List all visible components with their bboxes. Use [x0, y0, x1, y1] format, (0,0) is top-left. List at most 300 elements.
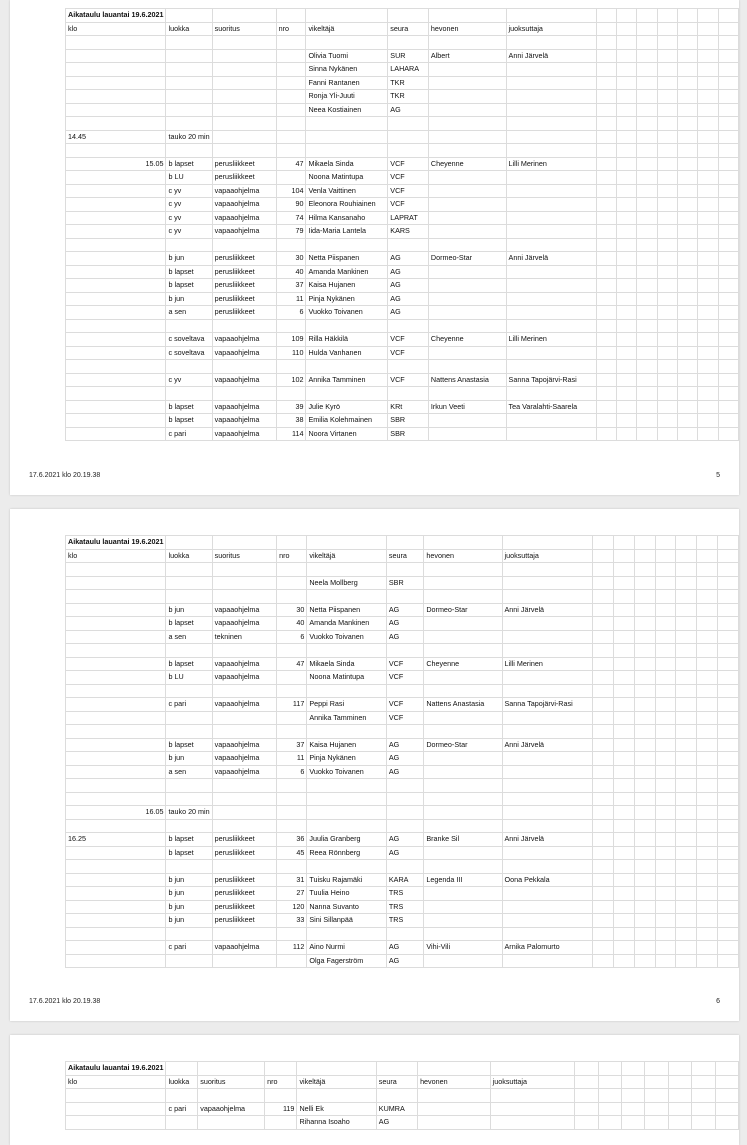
empty-cell — [637, 265, 657, 279]
cell-suoritus: perusliikkeet — [212, 157, 276, 171]
empty-cell — [617, 90, 637, 104]
empty-cell — [676, 684, 697, 698]
table-row — [66, 76, 739, 90]
empty-cell — [657, 319, 677, 333]
cell-luokka — [166, 76, 212, 90]
cell-hevonen — [424, 914, 502, 928]
empty-cell — [718, 211, 738, 225]
empty-cell — [637, 22, 657, 36]
cell-nro — [276, 171, 306, 185]
empty-cell — [388, 238, 429, 252]
cell-klo — [66, 76, 166, 90]
empty-cell — [617, 63, 637, 77]
empty-cell — [668, 1116, 691, 1130]
empty-cell — [676, 671, 697, 685]
cell-suoritus: vapaaohjelma — [212, 198, 276, 212]
cell-juoksuttaja — [506, 292, 596, 306]
empty-cell — [596, 238, 616, 252]
empty-cell — [596, 400, 616, 414]
empty-cell — [718, 333, 738, 347]
empty-cell — [617, 49, 637, 63]
cell-luokka: c yv — [166, 225, 212, 239]
empty-cell — [617, 252, 637, 266]
cell-luokka — [166, 90, 212, 104]
empty-cell — [655, 954, 676, 968]
cell-nro — [276, 90, 306, 104]
empty-cell — [678, 22, 698, 36]
empty-cell — [676, 927, 697, 941]
cell-juoksuttaja — [502, 711, 593, 725]
empty-cell — [212, 819, 276, 833]
empty-cell — [66, 117, 166, 131]
empty-cell — [596, 427, 616, 441]
empty-cell — [166, 927, 212, 941]
empty-cell — [718, 927, 739, 941]
table-row — [66, 914, 739, 928]
empty-cell — [596, 225, 616, 239]
table-row — [66, 752, 739, 766]
empty-cell — [276, 36, 306, 50]
cell-nro: 6 — [277, 630, 307, 644]
empty-cell — [502, 725, 593, 739]
empty-row — [66, 779, 739, 793]
cell-klo — [66, 63, 166, 77]
cell-klo — [66, 711, 166, 725]
schedule-table — [65, 1061, 739, 1130]
cell-seura: AG — [386, 630, 423, 644]
empty-cell — [166, 590, 212, 604]
table-row — [66, 846, 739, 860]
empty-cell — [697, 954, 718, 968]
empty-cell — [593, 833, 614, 847]
cell-vikeltaja: Iida-Maria Lantela — [306, 225, 388, 239]
empty-cell — [614, 941, 635, 955]
empty-cell — [698, 360, 718, 374]
empty-cell — [502, 644, 593, 658]
empty-cell — [596, 346, 616, 360]
table-row — [66, 400, 739, 414]
cell-seura: VCF — [388, 198, 429, 212]
cell-vikeltaja: Emilia Kolehmainen — [306, 414, 388, 428]
empty-cell — [593, 819, 614, 833]
empty-cell — [614, 738, 635, 752]
cell-suoritus: vapaaohjelma — [212, 427, 276, 441]
cell-suoritus — [212, 49, 276, 63]
empty-cell — [718, 387, 738, 401]
empty-cell — [166, 238, 212, 252]
empty-cell — [697, 603, 718, 617]
table-row — [66, 576, 739, 590]
empty-cell — [718, 954, 739, 968]
empty-cell — [593, 684, 614, 698]
cell-nro: 45 — [277, 846, 307, 860]
cell-suoritus — [212, 90, 276, 104]
cell-klo — [66, 252, 166, 266]
cell-juoksuttaja — [506, 414, 596, 428]
cell-luokka — [166, 954, 212, 968]
column-header-juoksuttaja: juoksuttaja — [506, 22, 596, 36]
cell-juoksuttaja — [502, 630, 593, 644]
empty-cell — [637, 400, 657, 414]
empty-cell — [386, 725, 423, 739]
cell-vikeltaja: Sinna Nykänen — [306, 63, 388, 77]
empty-cell — [198, 1089, 265, 1103]
empty-cell — [614, 684, 635, 698]
cell-juoksuttaja — [502, 914, 593, 928]
cell-klo — [66, 914, 166, 928]
empty-cell — [424, 590, 502, 604]
empty-cell — [697, 590, 718, 604]
empty-cell — [698, 427, 718, 441]
empty-cell — [634, 549, 655, 563]
empty-cell — [678, 373, 698, 387]
empty-cell — [657, 306, 677, 320]
cell-klo — [66, 292, 166, 306]
empty-cell — [657, 184, 677, 198]
empty-cell — [634, 617, 655, 631]
empty-cell — [698, 63, 718, 77]
cell-hevonen — [424, 711, 502, 725]
cell-luokka — [166, 711, 212, 725]
empty-cell — [657, 117, 677, 131]
cell-nro — [276, 49, 306, 63]
cell-luokka: b lapset — [166, 157, 212, 171]
empty-cell — [617, 427, 637, 441]
empty-cell — [715, 1089, 738, 1103]
empty-cell — [277, 819, 307, 833]
empty-cell — [657, 157, 677, 171]
empty-cell — [277, 792, 307, 806]
cell-klo — [66, 90, 166, 104]
empty-cell — [657, 76, 677, 90]
cell-nro: 40 — [276, 265, 306, 279]
empty-cell — [614, 536, 635, 550]
empty-cell — [697, 846, 718, 860]
cell-nro: 39 — [276, 400, 306, 414]
empty-cell — [697, 792, 718, 806]
empty-cell — [655, 684, 676, 698]
empty-cell — [637, 346, 657, 360]
empty-cell — [212, 360, 276, 374]
empty-cell — [575, 1116, 598, 1130]
cell-vikeltaja — [307, 806, 387, 820]
cell-suoritus: vapaaohjelma — [212, 738, 276, 752]
cell-hevonen — [428, 198, 506, 212]
empty-cell — [424, 644, 502, 658]
cell-hevonen — [428, 427, 506, 441]
empty-cell — [697, 671, 718, 685]
empty-cell — [614, 576, 635, 590]
empty-cell — [593, 644, 614, 658]
empty-cell — [307, 927, 387, 941]
empty-cell — [614, 630, 635, 644]
empty-cell — [502, 819, 593, 833]
empty-cell — [276, 9, 306, 23]
empty-cell — [637, 76, 657, 90]
empty-cell — [617, 373, 637, 387]
empty-cell — [698, 211, 718, 225]
cell-klo — [66, 333, 166, 347]
cell-vikeltaja: Venla Vaittinen — [306, 184, 388, 198]
empty-cell — [428, 387, 506, 401]
empty-cell — [66, 1089, 166, 1103]
empty-cell — [718, 400, 738, 414]
column-header-vikeltaja: vikeltäjä — [306, 22, 388, 36]
empty-cell — [166, 684, 212, 698]
empty-cell — [66, 860, 166, 874]
cell-luokka: b jun — [166, 252, 212, 266]
cell-suoritus: vapaaohjelma — [212, 184, 276, 198]
cell-vikeltaja: Olivia Tuomi — [306, 49, 388, 63]
empty-cell — [718, 427, 738, 441]
empty-cell — [692, 1116, 715, 1130]
empty-cell — [634, 914, 655, 928]
empty-cell — [66, 725, 166, 739]
empty-cell — [614, 698, 635, 712]
empty-row — [66, 563, 739, 577]
cell-klo — [66, 103, 166, 117]
empty-cell — [596, 279, 616, 293]
empty-cell — [297, 1062, 376, 1076]
empty-cell — [698, 333, 718, 347]
cell-vikeltaja: Tuulia Heino — [307, 887, 387, 901]
table-row — [66, 427, 739, 441]
empty-row — [66, 927, 739, 941]
empty-cell — [678, 103, 698, 117]
cell-vikeltaja: Amanda Mankinen — [306, 265, 388, 279]
empty-cell — [596, 373, 616, 387]
empty-cell — [593, 590, 614, 604]
empty-cell — [697, 900, 718, 914]
empty-cell — [502, 590, 593, 604]
empty-cell — [698, 76, 718, 90]
empty-cell — [418, 1062, 491, 1076]
empty-cell — [506, 9, 596, 23]
empty-cell — [634, 671, 655, 685]
table-row — [66, 900, 739, 914]
empty-cell — [637, 306, 657, 320]
empty-cell — [386, 792, 423, 806]
table-row — [66, 617, 739, 631]
table-row — [66, 265, 739, 279]
empty-cell — [697, 873, 718, 887]
empty-cell — [634, 603, 655, 617]
empty-cell — [388, 387, 429, 401]
empty-cell — [718, 9, 738, 23]
empty-cell — [617, 36, 637, 50]
empty-cell — [593, 860, 614, 874]
empty-cell — [718, 171, 738, 185]
empty-cell — [418, 1089, 491, 1103]
cell-seura: LAPRAT — [388, 211, 429, 225]
empty-cell — [596, 103, 616, 117]
empty-cell — [166, 319, 212, 333]
empty-row — [66, 684, 739, 698]
empty-cell — [596, 252, 616, 266]
empty-cell — [718, 198, 738, 212]
cell-seura: AG — [386, 617, 423, 631]
cell-seura: AG — [386, 603, 423, 617]
table-row — [66, 252, 739, 266]
empty-cell — [428, 117, 506, 131]
cell-luokka: b jun — [166, 603, 212, 617]
cell-seura: SBR — [388, 414, 429, 428]
empty-cell — [506, 144, 596, 158]
empty-cell — [617, 117, 637, 131]
empty-cell — [676, 563, 697, 577]
table-row — [66, 103, 739, 117]
empty-cell — [617, 414, 637, 428]
empty-cell — [657, 103, 677, 117]
empty-cell — [598, 1075, 621, 1089]
cell-seura: AG — [388, 292, 429, 306]
empty-cell — [277, 563, 307, 577]
cell-vikeltaja: Eleonora Rouhiainen — [306, 198, 388, 212]
cell-vikeltaja: Amanda Mankinen — [307, 617, 387, 631]
empty-cell — [668, 1075, 691, 1089]
empty-cell — [655, 617, 676, 631]
cell-hevonen: Dormeo-Star — [424, 738, 502, 752]
empty-cell — [676, 806, 697, 820]
empty-cell — [66, 144, 166, 158]
cell-klo — [66, 738, 166, 752]
empty-cell — [593, 752, 614, 766]
cell-klo — [66, 657, 166, 671]
empty-cell — [637, 319, 657, 333]
cell-luokka: b lapset — [166, 833, 212, 847]
empty-cell — [66, 684, 166, 698]
empty-cell — [718, 900, 739, 914]
empty-cell — [506, 36, 596, 50]
empty-cell — [265, 1089, 297, 1103]
empty-cell — [166, 144, 212, 158]
cell-seura: AG — [388, 265, 429, 279]
empty-cell — [698, 117, 718, 131]
cell-suoritus: vapaaohjelma — [212, 373, 276, 387]
cell-vikeltaja: Rihanna Isoaho — [297, 1116, 376, 1130]
table-row — [66, 887, 739, 901]
empty-cell — [715, 1116, 738, 1130]
empty-cell — [718, 252, 738, 266]
empty-cell — [637, 333, 657, 347]
empty-cell — [718, 590, 739, 604]
cell-luokka: b lapset — [166, 400, 212, 414]
cell-seura: AG — [386, 765, 423, 779]
empty-cell — [718, 414, 738, 428]
cell-luokka: b jun — [166, 873, 212, 887]
table-row — [66, 49, 739, 63]
empty-cell — [617, 184, 637, 198]
empty-cell — [593, 549, 614, 563]
empty-cell — [678, 265, 698, 279]
empty-cell — [718, 576, 739, 590]
cell-klo — [66, 954, 166, 968]
cell-vikeltaja: Kaisa Hujanen — [307, 738, 387, 752]
empty-cell — [698, 387, 718, 401]
cell-suoritus — [212, 103, 276, 117]
cell-seura: VCF — [388, 157, 429, 171]
cell-juoksuttaja: Anni Järvelä — [502, 738, 593, 752]
cell-juoksuttaja — [502, 617, 593, 631]
cell-klo — [66, 630, 166, 644]
empty-cell — [277, 725, 307, 739]
empty-cell — [614, 549, 635, 563]
empty-cell — [614, 563, 635, 577]
empty-cell — [655, 887, 676, 901]
empty-cell — [698, 36, 718, 50]
cell-vikeltaja: Vuokko Toivanen — [307, 630, 387, 644]
empty-cell — [698, 225, 718, 239]
cell-vikeltaja: Pinja Nykänen — [306, 292, 388, 306]
empty-cell — [614, 752, 635, 766]
empty-cell — [386, 819, 423, 833]
empty-cell — [637, 414, 657, 428]
empty-cell — [678, 130, 698, 144]
empty-cell — [697, 765, 718, 779]
cell-juoksuttaja — [502, 765, 593, 779]
empty-cell — [617, 333, 637, 347]
header-row — [66, 22, 739, 36]
empty-cell — [655, 860, 676, 874]
cell-nro — [276, 130, 306, 144]
cell-luokka: b lapset — [166, 657, 212, 671]
empty-cell — [678, 36, 698, 50]
column-header-seura: seura — [376, 1075, 417, 1089]
empty-cell — [655, 657, 676, 671]
cell-hevonen: Cheyenne — [428, 157, 506, 171]
cell-seura: AG — [386, 954, 423, 968]
empty-cell — [506, 319, 596, 333]
cell-nro: 74 — [276, 211, 306, 225]
cell-hevonen — [428, 306, 506, 320]
empty-cell — [697, 819, 718, 833]
empty-cell — [718, 76, 738, 90]
empty-cell — [678, 49, 698, 63]
empty-cell — [698, 157, 718, 171]
empty-cell — [212, 238, 276, 252]
cell-hevonen — [424, 617, 502, 631]
empty-cell — [676, 765, 697, 779]
cell-klo — [66, 576, 166, 590]
table-row — [66, 873, 739, 887]
empty-cell — [634, 819, 655, 833]
cell-juoksuttaja — [502, 846, 593, 860]
empty-cell — [212, 590, 276, 604]
empty-cell — [596, 319, 616, 333]
empty-cell — [655, 806, 676, 820]
cell-juoksuttaja: Sanna Tapojärvi-Rasi — [506, 373, 596, 387]
empty-cell — [655, 765, 676, 779]
empty-cell — [657, 292, 677, 306]
empty-cell — [593, 657, 614, 671]
empty-cell — [212, 117, 276, 131]
cell-seura: AG — [376, 1116, 417, 1130]
empty-cell — [424, 819, 502, 833]
empty-cell — [307, 644, 387, 658]
empty-cell — [614, 765, 635, 779]
cell-klo — [66, 752, 166, 766]
cell-hevonen: Albert — [428, 49, 506, 63]
page-footer-timestamp: 17.6.2021 klo 20.19.38 — [29, 998, 101, 1005]
sheet-title-row — [66, 536, 739, 550]
cell-seura: LAHARA — [388, 63, 429, 77]
column-header-luokka: luokka — [166, 22, 212, 36]
empty-cell — [596, 414, 616, 428]
empty-cell — [166, 563, 212, 577]
empty-cell — [678, 427, 698, 441]
empty-cell — [715, 1102, 738, 1116]
cell-hevonen — [424, 671, 502, 685]
